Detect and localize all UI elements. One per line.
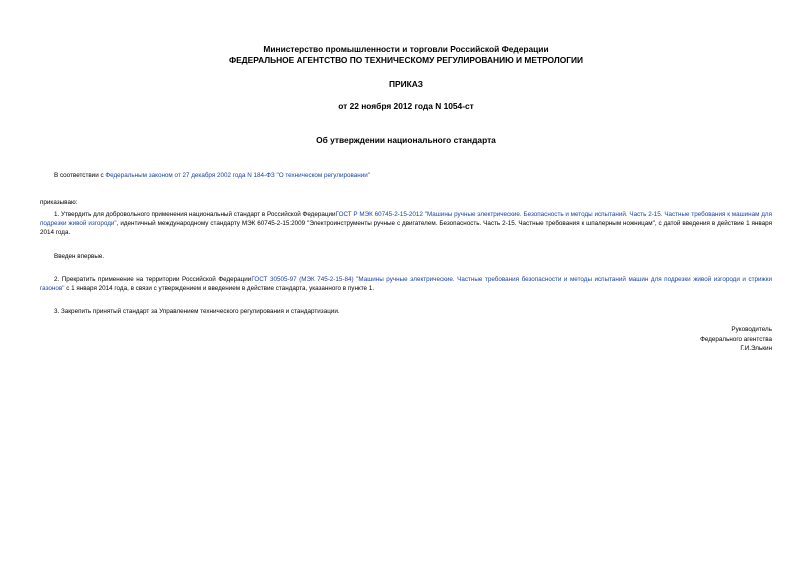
federal-law-link[interactable]: Федеральным законом от 27 декабря 2002 года N 184-ФЗ "О техническом регулировании" xyxy=(105,171,371,179)
signature-position: Руководитель xyxy=(731,326,772,333)
item-2-paragraph xyxy=(40,275,772,293)
gost-30505-link[interactable]: ГОСТ 30505-97 (МЭК 745-2-15-84) "Машины ручные электрические. Частные требования безопасности и методы испытаний машин для подрезки живой изгороди и стрижки газонов" xyxy=(40,275,772,292)
item-2-prefix: 2. Прекратить применение на территории Российской Федерации xyxy=(54,275,252,283)
document-header xyxy=(40,44,772,146)
item-1-prefix: 1. Утвердить для добровольного применения национальный стандарт в Российской Федерации xyxy=(54,210,336,218)
gost-r-iec-60745-link[interactable]: ГОСТ Р МЭК 60745-2-15-2012 "Машины ручные электрические. Безопасность и методы испытаний. Часть 2-15. Частные требования к машинам для подрезки живой изгороди" xyxy=(40,210,772,228)
item-2-suffix: с 1 января 2014 года, в связи с утверждением и введением в действие стандарта, указанного в пункте 1. xyxy=(64,284,375,292)
introduced-note: Введен впервые. xyxy=(54,252,105,260)
intro-paragraph xyxy=(40,171,772,180)
item-3-paragraph: 3. Закрепить принятый стандарт за Управлением технического регулирования и стандартизации. xyxy=(54,308,340,316)
ministry-title: Министерство промышленности и торговли Российской Федерации xyxy=(263,44,549,54)
order-word: приказываю: xyxy=(40,198,78,206)
item-1-suffix: , идентичный международному стандарту МЭК 60745-2-15:2009 "Электроинструменты ручные с двигателем. Безопасность. Часть 2-15. Частные требования к шпалерным ножницам", с датой введения в действие 1 января 2014 года. xyxy=(40,220,772,237)
item-1-paragraph xyxy=(40,210,772,238)
signature-name: Г.И.Элькин xyxy=(740,345,772,353)
signature-organization: Федерального агентства xyxy=(700,335,772,343)
document-type: ПРИКАЗ xyxy=(388,79,424,89)
signature-block xyxy=(700,325,772,354)
intro-prefix: В соответствии с xyxy=(54,171,106,179)
document-page xyxy=(40,44,772,353)
document-body xyxy=(40,171,772,317)
agency-title: ФЕДЕРАЛЬНОЕ АГЕНТСТВО ПО ТЕХНИЧЕСКОМУ РЕГУЛИРОВАНИЮ И МЕТРОЛОГИИ xyxy=(228,54,584,65)
document-subject: Об утверждении национального стандарта xyxy=(316,135,496,145)
document-date-number: от 22 ноября 2012 года N 1054-ст xyxy=(338,100,474,111)
